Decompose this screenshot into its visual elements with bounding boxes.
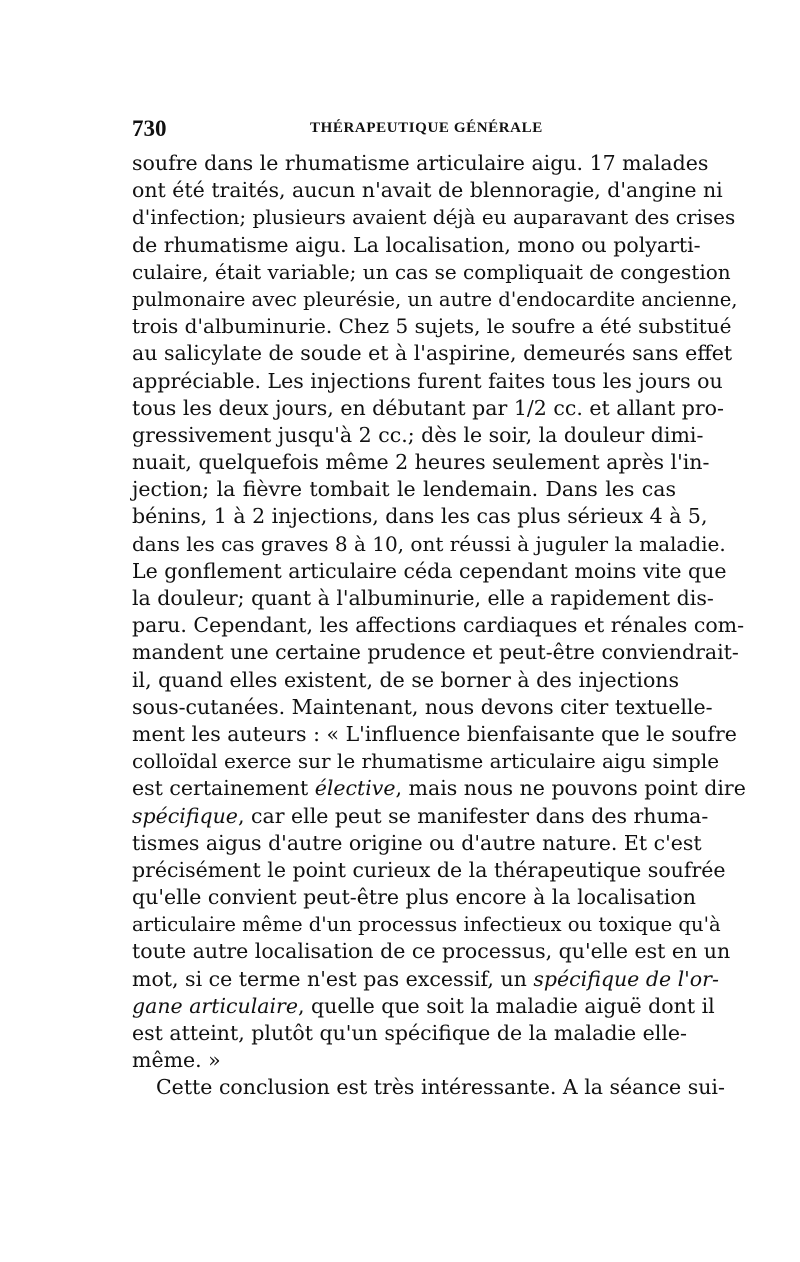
page-number: 730 [132, 116, 167, 141]
italic-term: gane articulaire [132, 993, 298, 1018]
text-line: précisément le point curieux de la thérapeutique soufrée [132, 857, 726, 882]
italic-term: spécifique [132, 803, 238, 828]
line-segment: , car elle peut se manifester dans des rhuma- [237, 803, 709, 828]
text-line: colloïdal exerce sur le rhumatisme articulaire aigu simple [132, 749, 720, 774]
text-line: paru. Cependant, les affections cardiaques et rénales com- [132, 613, 745, 638]
italic-term: spécifique de l'or- [533, 966, 719, 991]
text-line: articulaire même d'un processus infectieux ou toxique qu'à [132, 913, 721, 937]
text-line: bénins, 1 à 2 injections, dans les cas plus sérieux 4 à 5, [132, 504, 708, 529]
text-line: qu'elle convient peut-être plus encore à la localisation [132, 885, 696, 910]
text-line: pulmonaire avec pleurésie, un autre d'endocardite ancienne, [132, 287, 738, 311]
text-line [132, 993, 715, 1020]
text-line: est atteint, plutôt qu'un spécifique de la maladie elle- [132, 1021, 687, 1045]
text-line [132, 803, 709, 830]
text-line: sous-cutanées. Maintenant, nous devons citer textuelle- [132, 694, 713, 719]
line-segment: , mais nous ne pouvons point dire [395, 776, 746, 801]
line-segment: est certainement [132, 776, 315, 801]
text-line: Le gonflement articulaire céda cependant moins vite que [132, 558, 727, 583]
text-line: dans les cas graves 8 à 10, ont réussi à juguler la maladie. [132, 531, 726, 556]
text-line: appréciable. Les injections furent faites tous les jours ou [132, 368, 723, 393]
running-head: THÉRAPEUTIQUE GÉNÉRALE [310, 120, 543, 136]
text-line: ment les auteurs : « L'influence bienfaisante que le soufre [132, 721, 737, 746]
text-line: mandent une certaine prudence et peut-être conviendrait- [132, 640, 739, 665]
page-header [130, 116, 676, 144]
text-line: il, quand elles existent, de se borner à des injections [132, 667, 680, 692]
text-line [132, 775, 746, 802]
text-line: tismes aigus d'autre origine ou d'autre nature. Et c'est [132, 830, 702, 855]
text-line: nuait, quelquefois même 2 heures seulement après l'in- [132, 450, 710, 475]
text-line: la douleur; quant à l'albuminurie, elle a rapidement dis- [132, 586, 714, 610]
text-line: ont été traités, aucun n'avait de blennoragie, d'angine ni [132, 178, 723, 203]
text-line [132, 966, 719, 993]
body-text [132, 150, 746, 1102]
text-line: toute autre localisation de ce processus, qu'elle est en un [132, 939, 731, 964]
line-segment: , quelle que soit la maladie aiguë dont il [297, 993, 715, 1018]
text-line: culaire, était variable; un cas se compliquait de congestion [132, 259, 731, 284]
text-line: gressivement jusqu'à 2 cc.; dès le soir, la douleur dimi- [132, 422, 704, 447]
text-line: au salicylate de soude et à l'aspirine, demeurés sans effet [132, 341, 733, 366]
text-line: même. » [132, 1048, 221, 1073]
text-line: jection; la fièvre tombait le lendemain. Dans les cas [132, 477, 676, 502]
text-line: tous les deux jours, en débutant par 1/2 cc. et allant pro- [132, 395, 724, 420]
text-line: Cette conclusion est très intéressante. A la séance sui- [156, 1075, 725, 1100]
line-segment: mot, si ce terme n'est pas excessif, un [132, 966, 534, 991]
text-line: d'infection; plusieurs avaient déjà eu auparavant des crises [132, 205, 736, 230]
text-line: trois d'albuminurie. Chez 5 sujets, le soufre a été substitué [132, 314, 732, 339]
italic-term: élective [314, 776, 396, 801]
text-line: de rhumatisme aigu. La localisation, mono ou polyarti- [132, 232, 701, 257]
text-line: soufre dans le rhumatisme articulaire aigu. 17 malades [132, 151, 709, 175]
